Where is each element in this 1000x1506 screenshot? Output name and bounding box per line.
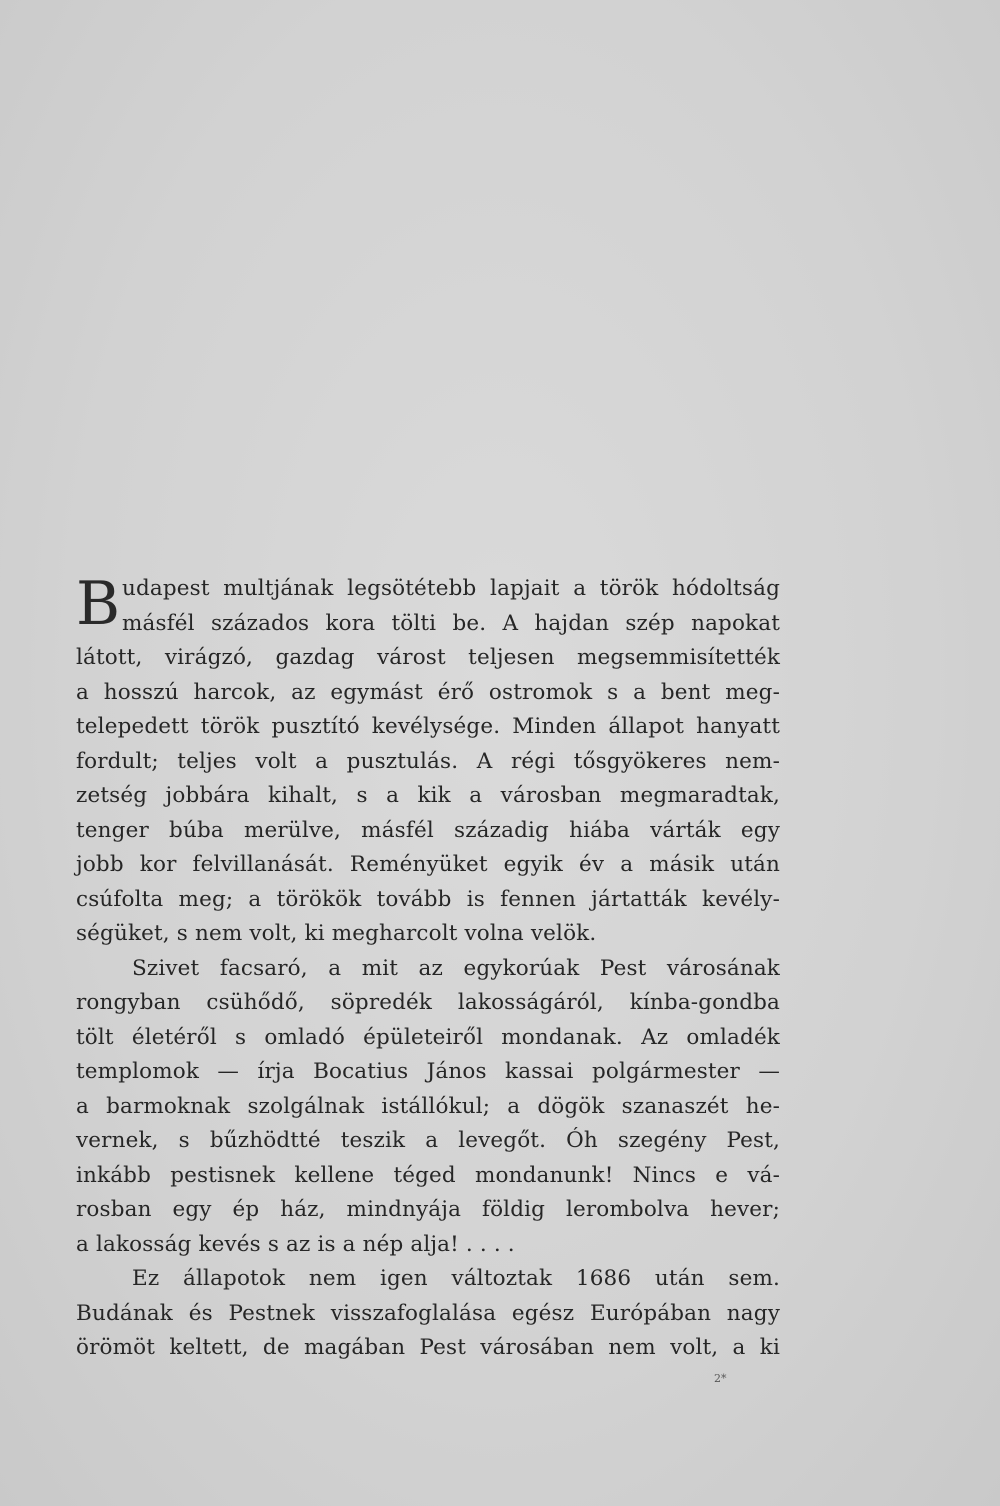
paragraph-3-line-3: örömöt keltett, de magában Pest városában nem volt, a ki	[76, 1335, 780, 1360]
paragraph-2-line-2: rongyban csühődő, söpredék lakosságáról, kínba-gondba	[76, 990, 780, 1015]
paragraph-1-line-11: ségüket, s nem volt, ki megharcolt volna velök.	[76, 921, 597, 946]
paragraph-2-line-7: inkább pestisnek kellene téged mondanunk! Nincs e vá-	[76, 1162, 780, 1188]
paragraph-1-line-8: tenger búba merülve, másfél századig hiába várták egy	[76, 817, 780, 843]
text-block	[76, 569, 780, 1366]
paragraph-1-line-7: zetség jobbára kihalt, s a kik a városban megmaradtak,	[76, 783, 780, 808]
paragraph-2-line-5: a barmoknak szolgálnak istállókul; a dögök szanaszét he-	[76, 1093, 780, 1119]
drop-cap: B	[76, 569, 121, 639]
paragraph-3-line-1: Ez állapotok nem igen változtak 1686 után sem.	[132, 1266, 780, 1291]
paragraph-1-line-9: jobb kor felvillanását. Reményüket egyik év a másik után	[76, 852, 780, 877]
paragraph-1-line-1: udapest multjának legsötétebb lapjait a török hódoltság	[122, 576, 780, 601]
paragraph-1-line-4: a hosszú harcok, az egymást érő ostromok s a bent meg-	[76, 679, 780, 705]
paragraph-2-line-9: a lakosság kevés s az is a nép alja! . . . .	[76, 1231, 515, 1257]
paragraph-2-line-4: templomok — írja Bocatius János kassai polgármester —	[76, 1059, 780, 1084]
paragraph-1-line-10: csúfolta meg; a törökök tovább is fennen jártatták kevély-	[76, 886, 780, 912]
page-number: 2*	[714, 1372, 727, 1385]
paragraph-1-line-3: látott, virágzó, gazdag várost teljesen megsemmisítették	[76, 645, 780, 670]
paragraph-1-line-5: telepedett török pusztító kevélysége. Minden állapot hanyatt	[76, 714, 780, 739]
paragraph-2-line-8: rosban egy ép ház, mindnyája földig lerombolva hever;	[76, 1197, 780, 1222]
paragraph-2-line-3: tölt életéről s omladó épületeiről mondanak. Az omladék	[76, 1024, 780, 1050]
paragraph-1-line-6: fordult; teljes volt a pusztulás. A régi tősgyökeres nem-	[76, 748, 780, 774]
paragraph-2-line-1: Szivet facsaró, a mit az egykorúak Pest városának	[132, 955, 780, 981]
paragraph-1-line-2: másfél százados kora tölti be. A hajdan szép napokat	[122, 610, 780, 636]
paragraph-2-line-6: vernek, s bűzhödtté teszik a levegőt. Óh szegény Pest,	[76, 1128, 780, 1153]
paragraph-3-line-2: Budának és Pestnek visszafoglalása egész Európában nagy	[76, 1300, 780, 1326]
